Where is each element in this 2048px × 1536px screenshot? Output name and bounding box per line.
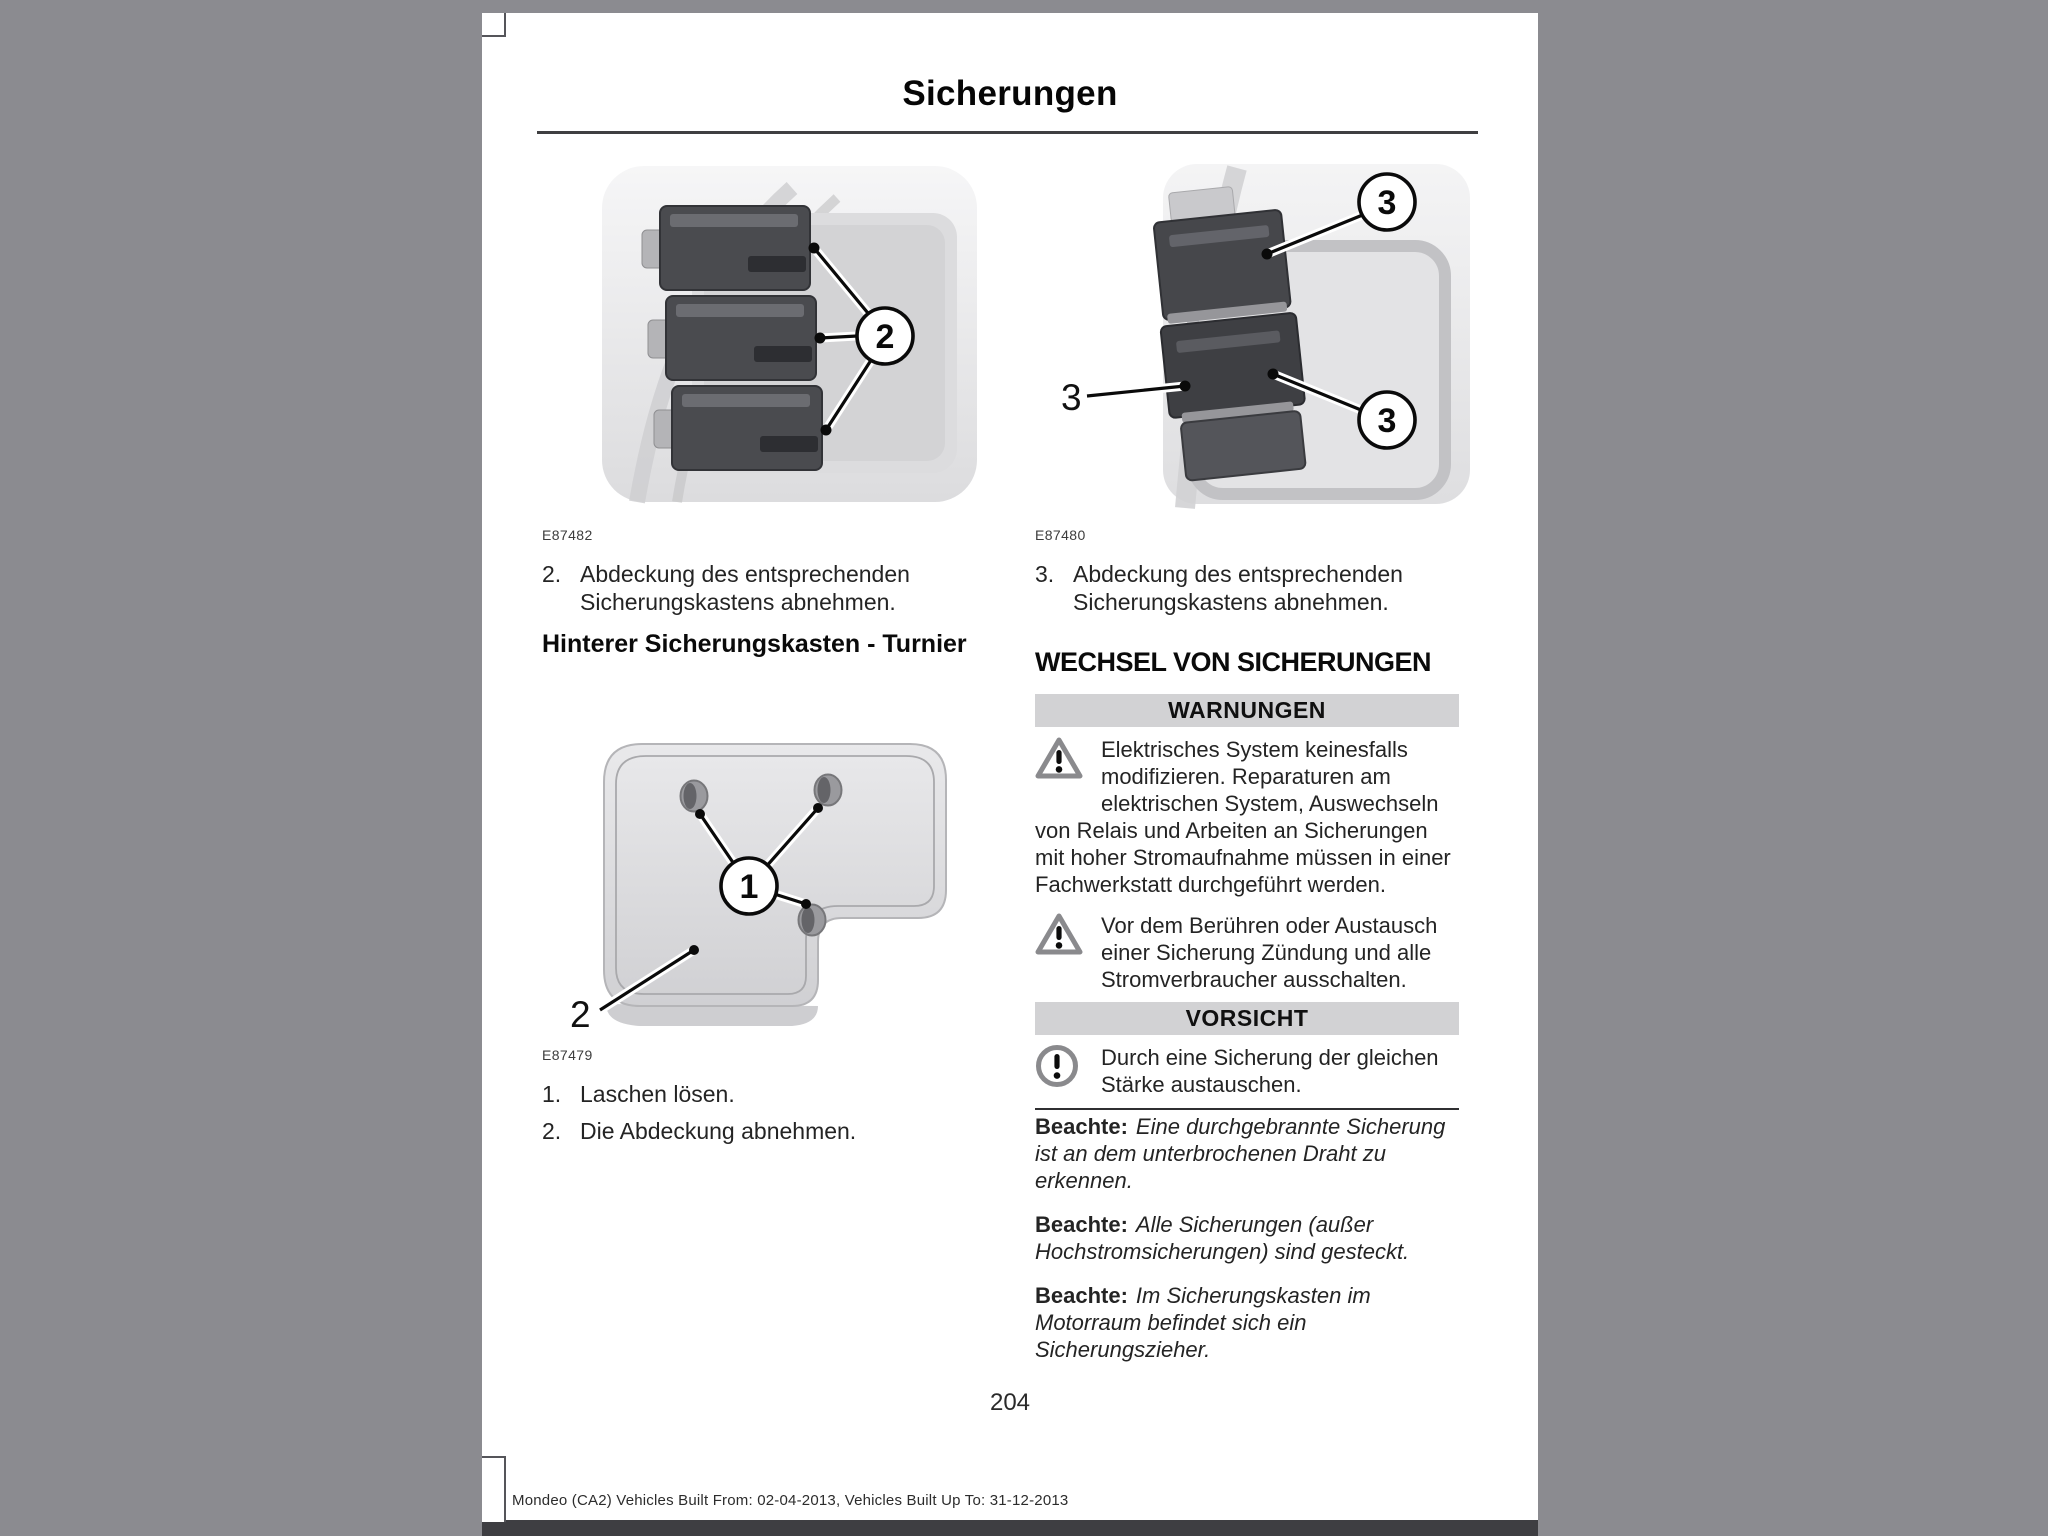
step-number: 1. xyxy=(542,1081,562,1107)
figure-fusebox-cover xyxy=(542,722,966,1044)
callout-2-label: 2 xyxy=(875,318,895,356)
page-title: Sicherungen xyxy=(902,74,1118,113)
step-text: Laschen lösen. xyxy=(580,1081,735,1107)
numbered-step xyxy=(542,560,966,616)
warning-triangle-icon xyxy=(1035,736,1101,814)
step-number: 2. xyxy=(542,561,562,587)
step-text: Die Abdeckung abnehmen. xyxy=(580,1118,857,1144)
warning-item xyxy=(1035,736,1459,898)
caution-block xyxy=(1035,1002,1459,1110)
figure-caption: E87480 xyxy=(1035,527,1086,543)
note-label: Beachte: xyxy=(1035,1114,1128,1139)
callout-3-left-label: 3 xyxy=(1061,377,1082,418)
section-heading: WECHSEL VON SICHERUNGEN xyxy=(1035,647,1432,677)
fuse-modules xyxy=(642,206,822,470)
callout-3-bottom-label: 3 xyxy=(1377,402,1397,440)
subsection-heading: Hinterer Sicherungskasten - Turnier xyxy=(542,630,967,658)
step-list xyxy=(542,1080,966,1145)
page-bottom-edge xyxy=(482,1520,1538,1536)
callout-2-cover-label: 2 xyxy=(570,994,591,1035)
caution-header-bar: VORSICHT xyxy=(1035,1002,1459,1035)
notes-block xyxy=(1035,1113,1459,1380)
callout-3-top-label: 3 xyxy=(1377,184,1397,222)
section-rule xyxy=(1035,1108,1459,1110)
caution-text: Durch eine Sicherung der gleichen Stärke austauschen. xyxy=(1101,1045,1439,1097)
note-text: Alle Sicherungen (außer Hochstromsicherungen) sind gesteckt. xyxy=(1035,1212,1410,1264)
numbered-step xyxy=(1035,560,1459,616)
step-text: Abdeckung des entsprechenden Sicherungskastens abnehmen. xyxy=(580,561,910,615)
fusebox-illustration xyxy=(542,158,982,510)
warning-text: Vor dem Berühren oder Austausch einer Sicherung Zündung und alle Stromverbraucher ausschalten. xyxy=(1101,913,1438,992)
note-text: Im Sicherungskasten im Motorraum befindet sich ein Sicherungszieher. xyxy=(1035,1283,1371,1362)
cover-illustration xyxy=(542,722,982,1042)
warnings-header-bar: WARNUNGEN xyxy=(1035,694,1459,727)
step-text: Abdeckung des entsprechenden Sicherungskastens abnehmen. xyxy=(1073,561,1403,615)
note-label: Beachte: xyxy=(1035,1283,1128,1308)
figure-rear-fusebox xyxy=(542,158,966,512)
figure-caption: E87482 xyxy=(542,527,593,543)
fusebox-turnier-illustration xyxy=(1035,158,1475,510)
figure-caption: E87479 xyxy=(542,1047,593,1063)
step-number: 2. xyxy=(542,1118,562,1144)
note-label: Beachte: xyxy=(1035,1212,1128,1237)
footer-text: Mondeo (CA2) Vehicles Built From: 02-04-2013, Vehicles Built Up To: 31-12-2013 xyxy=(512,1492,1069,1509)
caution-item xyxy=(1035,1044,1459,1098)
warnings-block xyxy=(1035,694,1459,1005)
page-corner-mark-top xyxy=(482,13,506,37)
numbered-step xyxy=(542,1080,966,1108)
numbered-step xyxy=(542,1117,966,1145)
note xyxy=(1035,1282,1459,1363)
title-rule xyxy=(537,131,1478,134)
warning-item xyxy=(1035,912,1459,993)
note xyxy=(1035,1113,1459,1194)
note-text: Eine durchgebrannte Sicherung ist an dem unterbrochenen Draht zu erkennen. xyxy=(1035,1114,1446,1193)
warning-text: Elektrisches System keinesfalls modifizieren. Reparaturen am elektrischen System, Auswechseln von Relais und Arbeiten an Sicherungen mit hoher Stromaufnahme müssen in einer Fachwerkstatt durchgeführt werden. xyxy=(1035,737,1451,897)
step-number: 3. xyxy=(1035,561,1055,587)
figure-rear-fusebox-turnier xyxy=(1035,158,1459,512)
callout-1-label: 1 xyxy=(739,868,759,906)
warning-triangle-icon xyxy=(1035,912,1101,990)
caution-circle-icon xyxy=(1035,1044,1101,1098)
page-corner-mark-bottom xyxy=(482,1456,506,1522)
page-number: 204 xyxy=(989,1389,1031,1416)
note xyxy=(1035,1211,1459,1265)
